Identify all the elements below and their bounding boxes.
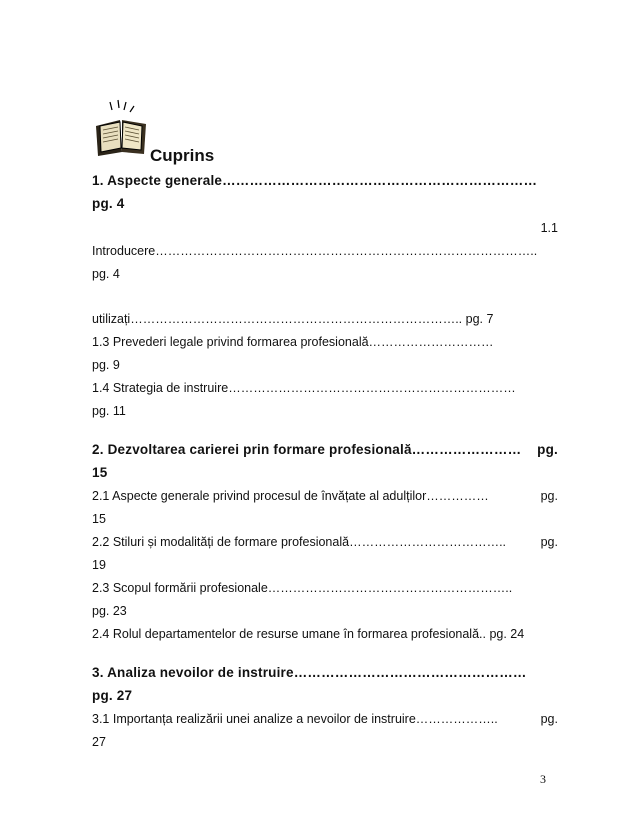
toc-2-1-row	[92, 488, 558, 504]
toc-1-2-row	[92, 311, 558, 327]
toc-2-4-title: 2.4 Rolul departamentelor de resurse umane în formarea profesională.. pg. 24	[92, 627, 525, 641]
toc-3-1-title: 3.1 Importanța realizării unei analize a nevoilor de instruire………………..	[92, 712, 498, 726]
toc-section-3-page: pg. 27	[92, 688, 133, 703]
toc-3-1-pg-label: pg.	[540, 712, 558, 726]
toc-1-1-title: Introducere………………………………………………………………………………..	[92, 244, 538, 258]
toc-section-2-page: 15	[92, 465, 108, 480]
toc-2-1-title: 2.1 Aspecte generale privind procesul de învățate al adulților……………	[92, 489, 489, 503]
toc-1-1-number: 1.1	[540, 221, 558, 235]
toc-3-1-page: 27	[92, 735, 106, 749]
open-book-icon	[92, 98, 152, 160]
toc-section-3-heading: 3. Analiza nevoilor de instruire……………………………………………	[92, 665, 527, 680]
toc-2-2-title: 2.2 Stiluri și modalități de formare profesională………………………………..	[92, 535, 507, 549]
toc-2-2-pg-label: pg.	[540, 535, 558, 549]
toc-2-1-page: 15	[92, 512, 106, 526]
toc-section-1-heading: 1. Aspecte generale……………………………………………………………	[92, 173, 538, 188]
toc-1-2-page: pg. 7	[465, 312, 494, 326]
toc-1-1-page: pg. 4	[92, 267, 120, 281]
toc-1-4-page: pg. 11	[92, 404, 126, 418]
page-number: 3	[540, 772, 546, 786]
toc-2-1-pg-label: pg.	[540, 489, 558, 503]
toc-section-2-pg-label: pg.	[537, 442, 558, 457]
toc-1-2-title: utilizați……………………………………………………………………..	[92, 312, 463, 326]
toc-section-2-heading-row	[92, 442, 558, 458]
toc-1-3-page: pg. 9	[92, 358, 120, 372]
toc-section-1-page: pg. 4	[92, 196, 125, 211]
toc-2-3-title: 2.3 Scopul formării profesionale…………………………………………………..	[92, 581, 513, 595]
toc-1-4-title: 1.4 Strategia de instruire……………………………………………………………	[92, 381, 516, 395]
toc-2-3-page: pg. 23	[92, 604, 127, 618]
toc-2-2-page: 19	[92, 558, 106, 572]
toc-1-3-title: 1.3 Prevederi legale privind formarea profesională…………………………	[92, 335, 494, 349]
toc-2-2-row	[92, 534, 558, 550]
toc-section-2-heading: 2. Dezvoltarea carierei prin formare profesională……………………	[92, 442, 522, 457]
page-title: Cuprins	[150, 146, 215, 165]
toc-3-1-row	[92, 711, 558, 727]
